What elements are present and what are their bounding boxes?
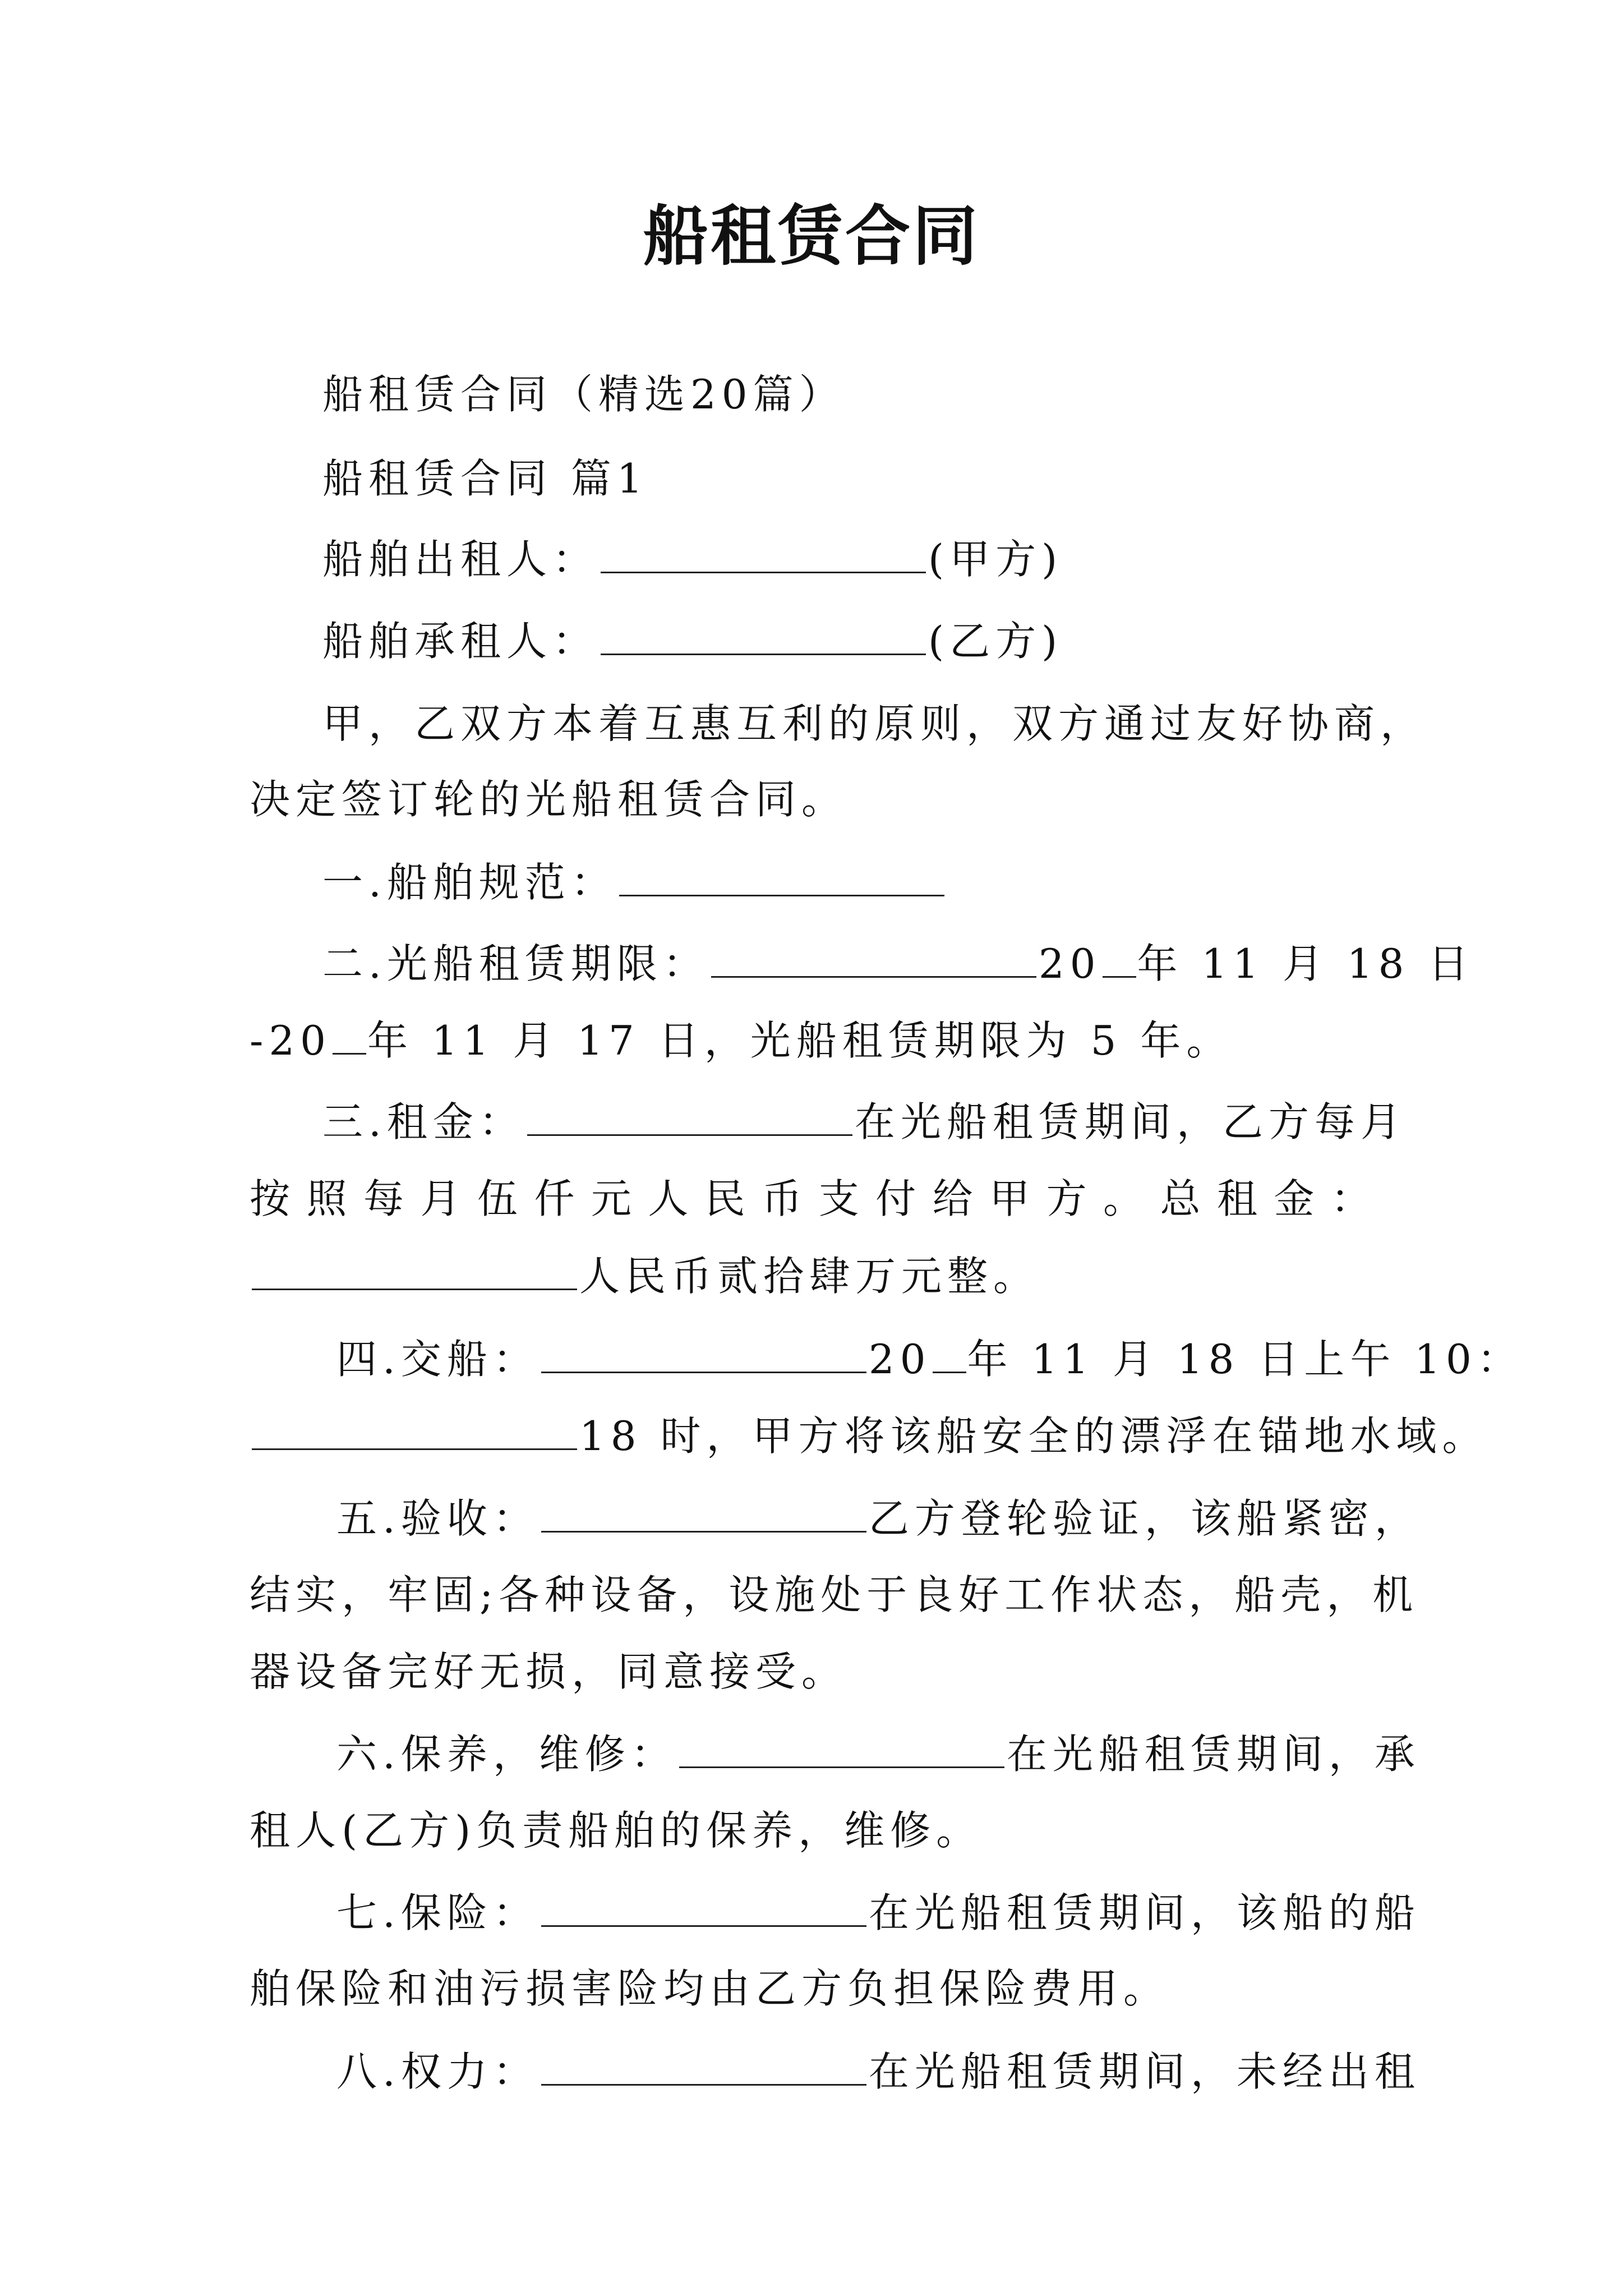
clause-3-line-2-char: 。 (1103, 1175, 1144, 1222)
clause-3-line-2-char: 月 (420, 1175, 461, 1222)
clause-8-blank (541, 2051, 866, 2086)
clause-3-line-2-char: 总 (1160, 1175, 1201, 1222)
clause-3-line-2-char: 照 (306, 1175, 347, 1222)
clause-2-line-1 (322, 938, 1474, 989)
clause-3-line-1 (322, 1097, 1407, 1147)
clause-2-label: 二.光船租赁期限： (322, 940, 709, 987)
clause-6-text-1: 在光船租赁期间，承 (1006, 1731, 1421, 1778)
clause-6-label: 六.保养，维修： (336, 1731, 677, 1778)
clause-4-year: 20 (868, 1336, 932, 1383)
clause-7-line-1 (336, 1888, 1421, 1938)
clause-3-label: 三.租金： (322, 1098, 525, 1145)
clause-5-line-3: 器设备完好无损，同意接受。 (250, 1648, 848, 1695)
clause-3-total-blank (252, 1256, 577, 1290)
clause-2-line-2 (250, 1015, 1232, 1066)
clause-7-text-1: 在光船租赁期间，该船的船 (868, 1889, 1421, 1936)
lessor-suffix: (甲方) (928, 536, 1063, 583)
clause-3-blank (527, 1102, 852, 1136)
clause-4-line-2-text: 18 时，甲方将该船安全的漂浮在锚地水域。 (579, 1412, 1488, 1460)
clause-4-blank (541, 1339, 866, 1373)
clause-2-year-blank-b (333, 1020, 366, 1055)
clause-4-date: 年 11 月 18 日上午 10： (967, 1336, 1523, 1383)
clause-1-label: 一.船舶规范： (322, 859, 617, 906)
clause-8-line-1 (336, 2046, 1421, 2097)
clause-1-blank (619, 862, 944, 896)
clause-5-blank (541, 1498, 866, 1533)
clause-3-line-2-char: 给 (932, 1175, 973, 1222)
clause-2-line-2-rest: 年 11 月 17 日，光船租赁期限为 5 年。 (367, 1017, 1233, 1064)
document-title: 船租赁合同 (643, 199, 980, 274)
lessee-line (322, 616, 1063, 666)
clause-3-line-2-char: 元 (591, 1175, 631, 1222)
clause-8-label: 八.权力： (336, 2048, 539, 2095)
clause-3-line-2 (250, 1174, 1371, 1224)
lessee-suffix: (乙方) (928, 618, 1063, 665)
clause-3-line-2-char: 付 (875, 1175, 916, 1222)
clause-3-line-2-char: 按 (250, 1175, 291, 1222)
clause-7-line-2: 舶保险和油污损害险均由乙方负担保险费用。 (250, 1965, 1170, 2012)
clause-3-line-3 (250, 1251, 1039, 1301)
clause-8-text-1: 在光船租赁期间，未经出租 (868, 2048, 1421, 2095)
clause-4-label: 四.交船： (336, 1336, 539, 1383)
clause-3-line-2-char: 甲 (989, 1175, 1030, 1222)
clause-5-line-2: 结实，牢固;各种设备，设施处于良好工作状态，船壳，机 (250, 1571, 1419, 1618)
clause-5-text-1: 乙方登轮验证，该船紧密， (868, 1495, 1421, 1542)
clause-3-line-2-char: 每 (363, 1175, 404, 1222)
lessor-label: 船舶出租人： (322, 536, 599, 583)
clause-6-line-2: 租人(乙方)负责船舶的保养，维修。 (250, 1807, 983, 1854)
clause-3-line-2-char: 仟 (534, 1175, 575, 1222)
clause-1-line (322, 857, 947, 908)
clause-7-blank (541, 1893, 866, 1927)
section-heading: 船租赁合同 篇1 (322, 455, 648, 502)
clause-3-line-2-char: 金 (1274, 1175, 1315, 1222)
lessee-label: 船舶承租人： (322, 618, 599, 665)
clause-2-year-a: 20 (1038, 940, 1101, 987)
clause-6-blank (679, 1734, 1004, 1768)
intro-line-1: 甲，乙双方本着互惠互利的原则，双方通过友好协商， (322, 700, 1427, 747)
clause-5-line-1 (336, 1493, 1421, 1544)
lessor-blank (601, 539, 926, 573)
clause-5-label: 五.验收： (336, 1495, 539, 1542)
clause-2-line-2-prefix: -20 (250, 1017, 331, 1064)
clause-3-line-2-char: ： (1330, 1175, 1371, 1222)
clause-3-line-2-char: 方 (1046, 1175, 1087, 1222)
clause-2-year-blank-a (1103, 944, 1136, 978)
clause-3-line-2-char: 伍 (477, 1175, 518, 1222)
clause-4-line-1 (336, 1334, 1523, 1384)
clause-3-line-2-char: 币 (762, 1175, 803, 1222)
clause-3-line-2-char: 支 (818, 1175, 859, 1222)
clause-6-line-1 (336, 1729, 1421, 1779)
clause-2-blank (711, 944, 1036, 978)
lessor-line (322, 534, 1063, 585)
clause-4-time-blank (252, 1416, 577, 1450)
clause-3-text-1: 在光船租赁期间，乙方每月 (854, 1098, 1407, 1145)
clause-3-line-2-char: 民 (704, 1175, 745, 1222)
clause-4-year-blank (933, 1339, 966, 1373)
lessee-blank (601, 621, 926, 655)
clause-3-line-3-text: 人民币贰拾肆万元整。 (579, 1253, 1040, 1300)
clause-3-line-2-char: 人 (648, 1175, 689, 1222)
document-subtitle: 船租赁合同（精选20篇） (322, 371, 845, 418)
intro-line-2: 决定签订轮的光船租赁合同。 (250, 776, 848, 823)
clause-2-date-a: 年 11 月 18 日 (1137, 940, 1474, 987)
clause-7-label: 七.保险： (336, 1889, 539, 1936)
clause-4-line-2 (250, 1411, 1488, 1461)
clause-3-line-2-char: 租 (1216, 1175, 1257, 1222)
